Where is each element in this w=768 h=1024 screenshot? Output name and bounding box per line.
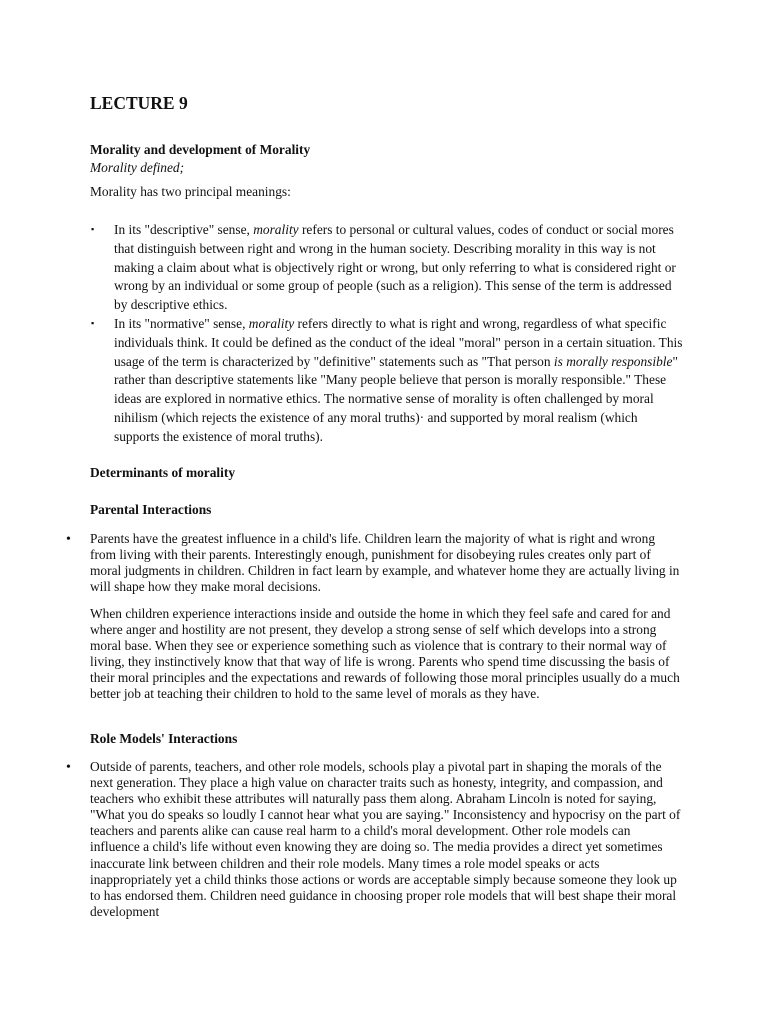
square-bullet-icon: ▪ [91,224,95,234]
paragraph-safe-home: When children experience interactions inside and outside the home in which they feel safe and cared for and where anger and hostility are not present, they develop a strong sense of self which develops into a strong moral base. When they see or experience something such as violence that is contrary to their normal way of living, they instinctively know that that way of life is wrong. Parents who spend time discussing the basis of their moral principles and the expectations and rewards of following those moral principles usually do a much better job at teaching their children to hold to the same level of morals as they have. [90,606,680,702]
subheading-role-models: Role Models' Interactions [90,731,238,746]
bullet-text-post: refers to personal or cultural values, codes of conduct or social mores that distinguish between right and wrong in the human society. Describing morality in this way is not making a claim about what is objectively right or wrong, but only referring to what is considered right or wrong by an individual or some group of people (such as a religion). This sense of the term is addressed by descriptive ethics. [114,222,676,313]
list-item-descriptive-sense [114,221,684,315]
round-bullet-icon: • [66,532,71,547]
bullet-text-pre: In its "normative" sense, [114,316,249,331]
bullet-text-mid: refers directly to what is right and wrong, regardless of what specific individuals think. It could be defined as the conduct of the ideal "moral" person in a certain situation. This usage of the term is characterized by "definitive" statements such as "That person [114,316,683,369]
bullet-text-post: " rather than descriptive statements like "Many people believe that person is morally responsible." These ideas are explored in normative ethics. The normative sense of morality is often challenged by moral nihilism (which rejects the existence of any moral truths)· and supported by moral realism (which supports the existence of moral truths). [114,353,678,444]
round-bullet-icon: • [66,760,71,775]
lecture-title: LECTURE 9 [90,93,188,113]
section-heading-determinants: Determinants of morality [90,465,236,480]
bullet-emphasis: morality [248,316,295,331]
bullet-emphasis-2: is morally responsible [553,353,673,369]
list-item-role-models: Outside of parents, teachers, and other role models, schools play a pivotal part in shaping the morals of the next generation. They place a high value on character traits such as honesty, integrity, and compassion, and teachers who exhibit these attributes will naturally pass them along. Abraham Lincoln is noted for saying, "What you do speaks so loudly I cannot hear what you are saying." Inconsistency and hypocrisy on the part of teachers and parents alike can cause real harm to a child's moral development. Other role models can influence a child's life without even knowing they are doing so. The media provides a direct yet sometimes inaccurate link between children and their role models. Many times a role model speaks or acts inappropriately yet a child thinks those actions or words are acceptable simply because someone they look up to has endorsed them. Children need guidance in choosing proper role models that will best shape their moral development [90,759,681,919]
intro-text: Morality has two principal meanings: [90,184,291,199]
list-item-parental-influence: Parents have the greatest influence in a child's life. Children learn the majority of what is right and wrong from living with their parents. Interestingly enough, punishment for disobeying rules creates only part of moral judgments in children. Children in fact learn by example, and whatever home they are actually living in will shape how they make moral decisions. [90,531,680,595]
bullet-emphasis: morality [253,222,299,237]
subheading-morality-defined: Morality defined; [90,160,185,175]
section-heading-morality: Morality and development of Morality [90,142,311,157]
bullet-text-pre: In its "descriptive" sense, [114,222,254,237]
subheading-parental-interactions: Parental Interactions [90,502,212,517]
square-bullet-icon: ▪ [91,318,95,328]
list-item-normative-sense [114,315,684,447]
